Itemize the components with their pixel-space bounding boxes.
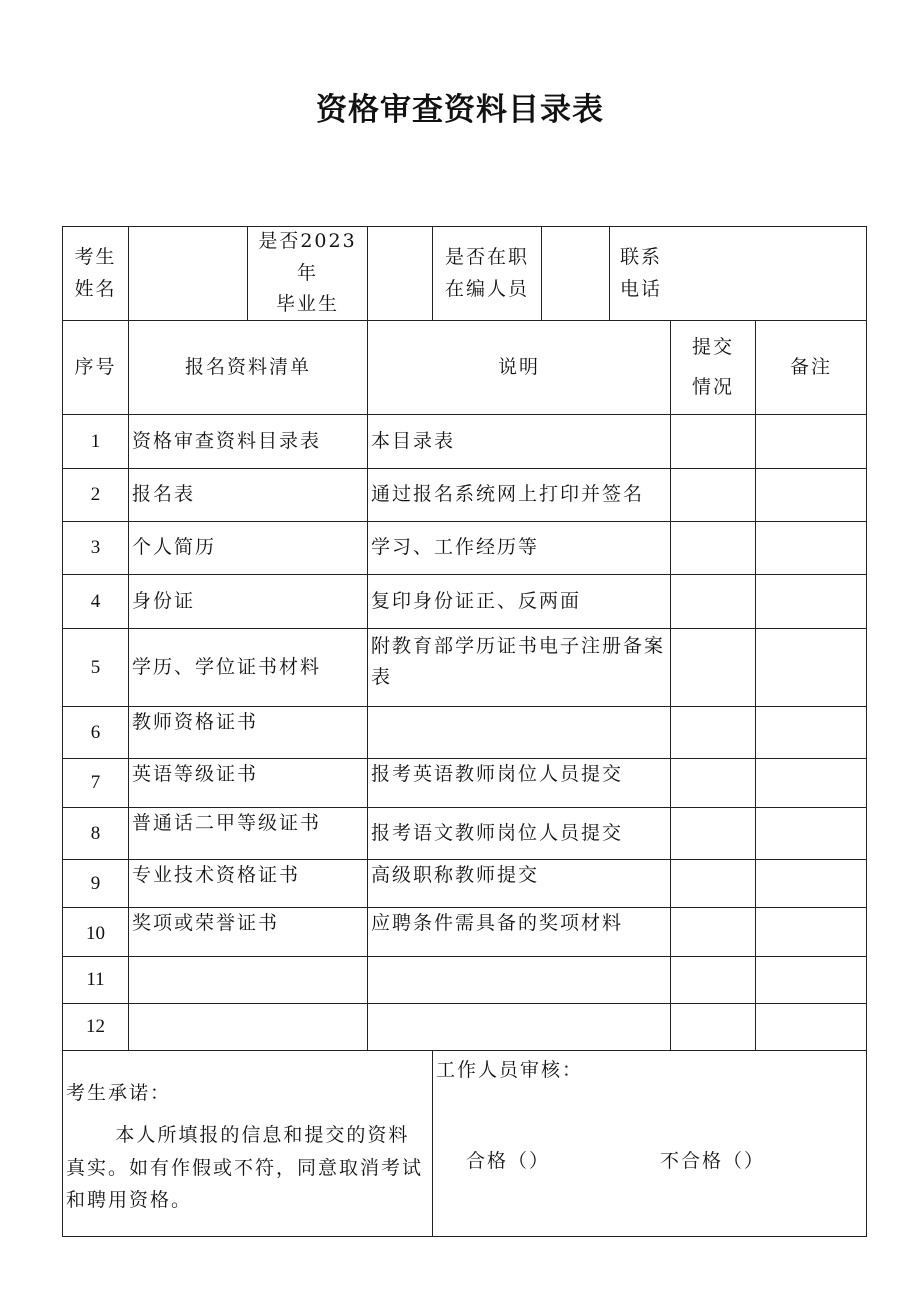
row-desc [367, 907, 670, 956]
row-desc [367, 706, 670, 758]
name-label-line1: 考生 [74, 246, 117, 269]
row-desc[interactable] [367, 1003, 670, 1050]
row-desc-text: 报考英语教师岗位人员提交 [371, 763, 624, 785]
row-desc [367, 859, 670, 907]
row-no-text: 9 [90, 872, 101, 894]
row-item-text: 奖项或荣誉证书 [132, 912, 280, 934]
candidate-pledge-cell [62, 1050, 432, 1237]
row-item[interactable] [128, 1003, 367, 1050]
graduate-label-line1: 是否2023年 [258, 230, 357, 284]
row-remark-cell[interactable] [755, 907, 867, 956]
header-submit-line1: 提交 [691, 335, 734, 358]
row-no-text: 8 [90, 822, 101, 844]
graduate-value-cell[interactable] [367, 226, 432, 320]
row-no [62, 807, 128, 859]
name-label-line2: 姓名 [74, 277, 117, 300]
row-no [62, 859, 128, 907]
row-submit-cell[interactable] [670, 574, 755, 628]
row-submit-cell[interactable] [670, 907, 755, 956]
name-label-cell [62, 226, 128, 320]
row-remark-cell[interactable] [755, 574, 867, 628]
page-title: 资格审查资料目录表 [316, 92, 604, 128]
row-submit-cell[interactable] [670, 706, 755, 758]
row-remark-cell[interactable] [755, 468, 867, 521]
row-desc [367, 807, 670, 859]
row-remark-cell[interactable] [755, 414, 867, 468]
row-no-text: 5 [90, 656, 101, 678]
pledge-title: 考生承诺： [66, 1082, 172, 1104]
row-item-text: 身份证 [132, 589, 196, 612]
row-submit-cell[interactable] [670, 521, 755, 574]
row-no [62, 956, 128, 1003]
staff-review-cell [432, 1050, 867, 1237]
row-item-text: 专业技术资格证书 [132, 864, 301, 886]
pass-option[interactable]: 合格（） [466, 1150, 551, 1173]
row-item [128, 468, 367, 521]
review-title: 工作人员审核： [436, 1059, 584, 1081]
row-submit-cell[interactable] [670, 758, 755, 807]
row-desc-text: 复印身份证正、反两面 [371, 589, 582, 612]
row-item-text: 报名表 [132, 483, 196, 506]
row-item-text: 资格审查资料目录表 [132, 429, 322, 452]
row-no-text: 12 [86, 1016, 105, 1038]
header-submit [670, 320, 755, 414]
row-no-text: 10 [86, 923, 105, 945]
row-submit-cell[interactable] [670, 956, 755, 1003]
staff-label-line1: 是否在职 [444, 246, 529, 269]
header-remark-label: 备注 [789, 355, 832, 378]
row-item [128, 859, 367, 907]
row-item-text: 普通话二甲等级证书 [132, 812, 322, 834]
row-desc-text: 应聘条件需具备的奖项材料 [371, 912, 624, 934]
row-desc [367, 574, 670, 628]
staff-label-line2: 在编人员 [444, 277, 529, 300]
row-item [128, 758, 367, 807]
row-item [128, 574, 367, 628]
graduate-label-line2: 毕业生 [275, 293, 339, 316]
row-submit-cell[interactable] [670, 628, 755, 706]
row-desc[interactable] [367, 956, 670, 1003]
phone-label-line1: 联系 [620, 246, 663, 269]
staff-label-cell [432, 226, 541, 320]
row-desc-text: 本目录表 [371, 429, 456, 452]
row-submit-cell[interactable] [670, 807, 755, 859]
row-remark-cell[interactable] [755, 706, 867, 758]
row-no [62, 907, 128, 956]
header-list [128, 320, 367, 414]
row-remark-cell[interactable] [755, 758, 867, 807]
row-item [128, 521, 367, 574]
row-remark-cell[interactable] [755, 1003, 867, 1050]
row-remark-cell[interactable] [755, 859, 867, 907]
row-submit-cell[interactable] [670, 1003, 755, 1050]
phone-label-cell [609, 226, 670, 320]
phone-value-cell[interactable] [670, 226, 867, 320]
row-remark-cell[interactable] [755, 521, 867, 574]
row-no [62, 574, 128, 628]
row-desc [367, 628, 670, 706]
header-submit-line2: 情况 [691, 375, 734, 398]
row-no-text: 4 [90, 590, 101, 612]
row-item [128, 807, 367, 859]
row-no [62, 414, 128, 468]
row-no [62, 521, 128, 574]
row-desc [367, 414, 670, 468]
header-list-label: 报名资料清单 [184, 355, 311, 378]
row-no-text: 1 [90, 430, 101, 452]
row-no-text: 3 [90, 537, 101, 559]
row-remark-cell[interactable] [755, 628, 867, 706]
row-item [128, 628, 367, 706]
header-seq-label: 序号 [74, 355, 117, 378]
header-desc-label: 说明 [497, 355, 540, 378]
row-item-text: 英语等级证书 [132, 763, 259, 785]
row-item [128, 907, 367, 956]
header-desc [367, 320, 670, 414]
row-item-text: 教师资格证书 [132, 711, 259, 733]
row-no [62, 706, 128, 758]
header-seq [62, 320, 128, 414]
row-desc-text: 通过报名系统网上打印并签名 [371, 483, 645, 506]
row-desc-text: 附教育部学历证书电子注册备案表 [371, 635, 666, 689]
row-desc [367, 468, 670, 521]
graduate-label-cell [247, 226, 367, 320]
row-desc-text: 学习、工作经历等 [371, 536, 540, 559]
staff-value-cell[interactable] [541, 226, 609, 320]
row-submit-cell[interactable] [670, 468, 755, 521]
row-remark-cell[interactable] [755, 807, 867, 859]
row-no [62, 758, 128, 807]
row-item-text: 学历、学位证书材料 [132, 655, 322, 678]
name-value-cell[interactable] [128, 226, 247, 320]
row-no-text: 7 [90, 772, 101, 794]
phone-label-line2: 电话 [620, 277, 663, 300]
pledge-text: 本人所填报的信息和提交的资料真实。如有作假或不符，同意取消考试和聘用资格。 [66, 1124, 424, 1211]
row-desc [367, 758, 670, 807]
row-item-text: 个人简历 [132, 536, 217, 559]
row-no-text: 2 [90, 484, 101, 506]
row-no [62, 468, 128, 521]
row-no [62, 628, 128, 706]
row-remark-cell[interactable] [755, 956, 867, 1003]
row-item [128, 414, 367, 468]
fail-option[interactable]: 不合格（） [660, 1150, 766, 1173]
row-submit-cell[interactable] [670, 859, 755, 907]
row-no [62, 1003, 128, 1050]
row-submit-cell[interactable] [670, 414, 755, 468]
row-desc-text: 高级职称教师提交 [371, 864, 540, 886]
row-item [128, 706, 367, 758]
row-desc [367, 521, 670, 574]
row-no-text: 6 [90, 721, 101, 743]
row-item[interactable] [128, 956, 367, 1003]
header-remark [755, 320, 867, 414]
row-no-text: 11 [86, 969, 105, 991]
row-desc-text: 报考语文教师岗位人员提交 [371, 821, 624, 844]
